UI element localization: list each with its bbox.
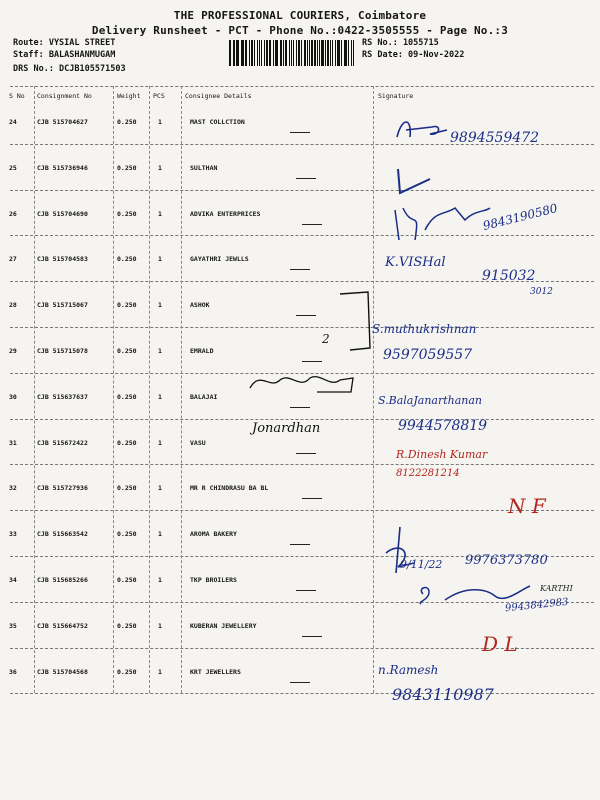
pen-dash [296,590,316,591]
row-pcs: 1 [158,392,162,401]
col-sno: S No [9,92,25,100]
barcode-bar [307,40,308,66]
row-consignee: MAST COLLCTION [190,118,245,126]
name-30-left: Jonardhan [252,421,321,436]
phone-24: 9894559472 [450,130,540,146]
phone-26: 9843190580 [481,200,559,234]
signature-scribble-25 [390,165,440,201]
row-weight: 0.250 [117,118,137,126]
row-sno: 26 [9,209,17,218]
pen-dash [302,361,322,362]
row-consignee: GAYATHRI JEWLLS [190,255,249,264]
barcode-bar [233,40,234,66]
row-pcs: 1 [158,438,162,447]
row-consignee: AROMA BAKERY [190,530,237,539]
barcode-bar [345,40,347,66]
col-weight: Weight [117,92,141,100]
header-top-rule [10,86,594,87]
route-label: Route: VYSIAL STREET [13,38,116,48]
name-27: K.VISHal [385,255,446,270]
row-sno: 25 [9,163,17,172]
barcode-bar [289,40,290,66]
rs-date: RS Date: 09-Nov-2022 [362,50,465,60]
barcode-bar [311,40,313,66]
row-sno: 33 [9,530,17,539]
pen-dash [290,269,310,270]
row-pcs: 1 [158,530,162,539]
row-weight: 0.250 [117,438,137,447]
name-29: S.muthukrishnan [372,322,477,336]
barcode-bar [293,40,295,66]
name-36: n.Ramesh [378,663,439,677]
barcode-bar [309,40,310,66]
row-sno: 35 [9,621,17,630]
barcode-bar [234,40,235,66]
row-sno: 28 [9,301,17,310]
signature-scribble-24 [392,112,452,152]
row-separator [10,235,594,236]
barcode-bar [273,40,274,66]
row-sno: 31 [9,438,17,447]
mark-35: D L [482,632,518,656]
barcode-bar [353,40,354,66]
row-consignee: ADVIKA ENTERPRICES [190,209,261,218]
signature-scribble-33 [380,523,420,581]
row-weight: 0.250 [117,576,137,584]
phone-36: 9843110987 [392,685,494,704]
col-signature: Signature [378,92,414,100]
pen-dash [290,407,310,408]
pen-dash [296,315,316,316]
barcode-bar [257,40,258,66]
row-separator [10,464,594,465]
row-pcs: 1 [158,576,162,584]
row-consignee: TKP BROILERS [190,576,237,584]
row-consignee: KUBERAN JEWELLERY [190,621,257,630]
barcode-bar [337,40,339,66]
row-cn: CJB 515704583 [37,255,88,264]
column-divider [181,86,182,693]
signature-scribble-26 [385,200,495,250]
column-divider [34,86,35,693]
barcode-bar [325,40,326,66]
pen-dash [290,544,310,545]
row-separator [10,327,594,328]
row-cn: CJB 515715078 [37,347,88,355]
barcode-bar [317,40,318,66]
barcode-bar [251,40,253,66]
row-consignee: SULTHAN [190,163,218,172]
row-weight: 0.250 [117,667,137,676]
row-cn: CJB 515727936 [37,484,88,493]
barcode-bar [280,40,282,66]
column-divider [149,86,150,693]
barcode-bar [269,40,271,66]
column-divider [373,86,374,693]
col-pcs: PCS [153,92,165,100]
number-27-sub: 3012 [530,287,553,297]
barcode-bar [283,40,284,66]
barcode-bar [332,40,333,66]
barcode-bar [261,40,262,66]
row-weight: 0.250 [117,621,137,630]
barcode-bar [242,40,244,66]
row-weight: 0.250 [117,301,137,310]
row-sno: 32 [9,484,17,493]
barcode-bar [321,40,323,66]
pen-dash [290,132,310,133]
number-28: 2 [322,332,330,346]
row-cn: CJB 515672422 [37,438,88,447]
barcode-bar [241,40,242,66]
barcode-bar [264,40,265,66]
barcode-bar [319,40,320,66]
barcode-bar [229,40,231,66]
row-weight: 0.250 [117,392,137,401]
row-cn: CJB 515664752 [37,621,88,630]
barcode-bar [344,40,345,66]
barcode-bar [341,40,342,66]
signature-scribble-29-left [245,368,360,396]
barcode-bar [259,40,261,66]
barcode-bar [285,40,287,66]
row-weight: 0.250 [117,484,137,493]
row-sno: 29 [9,347,17,355]
phone-34: 9943842983 [504,596,570,615]
pen-dash [302,224,322,225]
runsheet-subtitle: Delivery Runsheet - PCT - Phone No.:0422-3505555 - Page No.:3 [91,24,509,37]
row-cn: CJB 515736946 [37,163,88,172]
row-sno: 34 [9,576,17,584]
row-weight: 0.250 [117,209,137,218]
pen-dash [302,636,322,637]
row-separator [10,419,594,420]
barcode-bar [276,40,278,66]
number-27: 915032 [482,268,536,284]
phone-30: 9944578819 [398,418,488,434]
barcode-bar [335,40,337,66]
barcode-bar [254,40,255,66]
col-consignee: Consignee Details [185,92,252,100]
barcode-bar [266,40,268,66]
row-consignee: BALAJAI [190,392,218,401]
barcode-bar [249,40,250,66]
phone-31: 8122281214 [396,468,460,479]
row-separator [10,190,594,191]
barcode-bar [296,40,297,66]
row-separator [10,693,594,694]
barcode-bar [304,40,306,66]
row-cn: CJB 515637637 [37,392,88,401]
col-consignment: Consignment No [37,92,92,100]
row-weight: 0.250 [117,255,137,264]
row-consignee: ASHOK [190,301,210,310]
row-pcs: 1 [158,484,162,493]
pen-dash [296,178,316,179]
staff-label: Staff: BALASHANMUGAM [13,50,116,60]
pen-dash [296,453,316,454]
row-consignee: VASU [190,438,206,447]
barcode-bar [291,40,292,66]
row-sno: 36 [9,667,17,676]
row-consignee: EMRALD [190,347,214,355]
name-31: R.Dinesh Kumar [396,448,488,461]
pen-dash [290,682,310,683]
row-cn: CJB 515663542 [37,530,88,539]
row-sno: 27 [9,255,17,264]
row-cn: CJB 515715067 [37,301,88,310]
row-pcs: 1 [158,255,162,264]
row-cn: CJB 515685266 [37,576,88,584]
name-34: KARTHI [540,584,573,593]
barcode [229,40,355,66]
row-pcs: 1 [158,209,162,218]
row-cn: CJB 515704568 [37,667,88,676]
row-weight: 0.250 [117,530,137,539]
row-consignee: MR R CHINDRASU BA BL [190,484,269,493]
row-sno: 24 [9,118,17,126]
row-separator [10,510,594,511]
company-title: THE PROFESSIONAL COURIERS, Coimbatore [173,9,427,22]
drs-number: DRS No.: DCJB105571503 [13,64,126,74]
row-consignee: KRT JEWELLERS [190,667,241,676]
row-pcs: 1 [158,163,162,172]
row-pcs: 1 [158,621,162,630]
date-33: 9/11/22 [400,558,443,571]
mark-32: N F [508,494,546,518]
phone-33: 9976373780 [465,553,548,568]
barcode-bar [298,40,300,66]
phone-29: 9597059557 [383,347,473,363]
row-sno: 30 [9,392,17,401]
row-pcs: 1 [158,118,162,126]
pen-dash [302,498,322,499]
barcode-bar [348,40,349,66]
barcode-bar [314,40,316,66]
row-cn: CJB 515704690 [37,209,88,218]
barcode-bar [236,40,238,66]
row-cn: CJB 515704627 [37,118,88,126]
barcode-bar [245,40,247,66]
barcode-bar [327,40,329,66]
barcode-bar [330,40,331,66]
row-weight: 0.250 [117,163,137,172]
barcode-bar [275,40,276,66]
row-pcs: 1 [158,667,162,676]
rs-number: RS No.: 1055715 [362,38,439,48]
name-30: S.BalaJanarthanan [378,394,483,407]
barcode-bar [301,40,302,66]
row-pcs: 1 [158,301,162,310]
barcode-bar [351,40,353,66]
column-divider [113,86,114,693]
row-pcs: 1 [158,347,162,355]
row-weight: 0.250 [117,347,137,355]
